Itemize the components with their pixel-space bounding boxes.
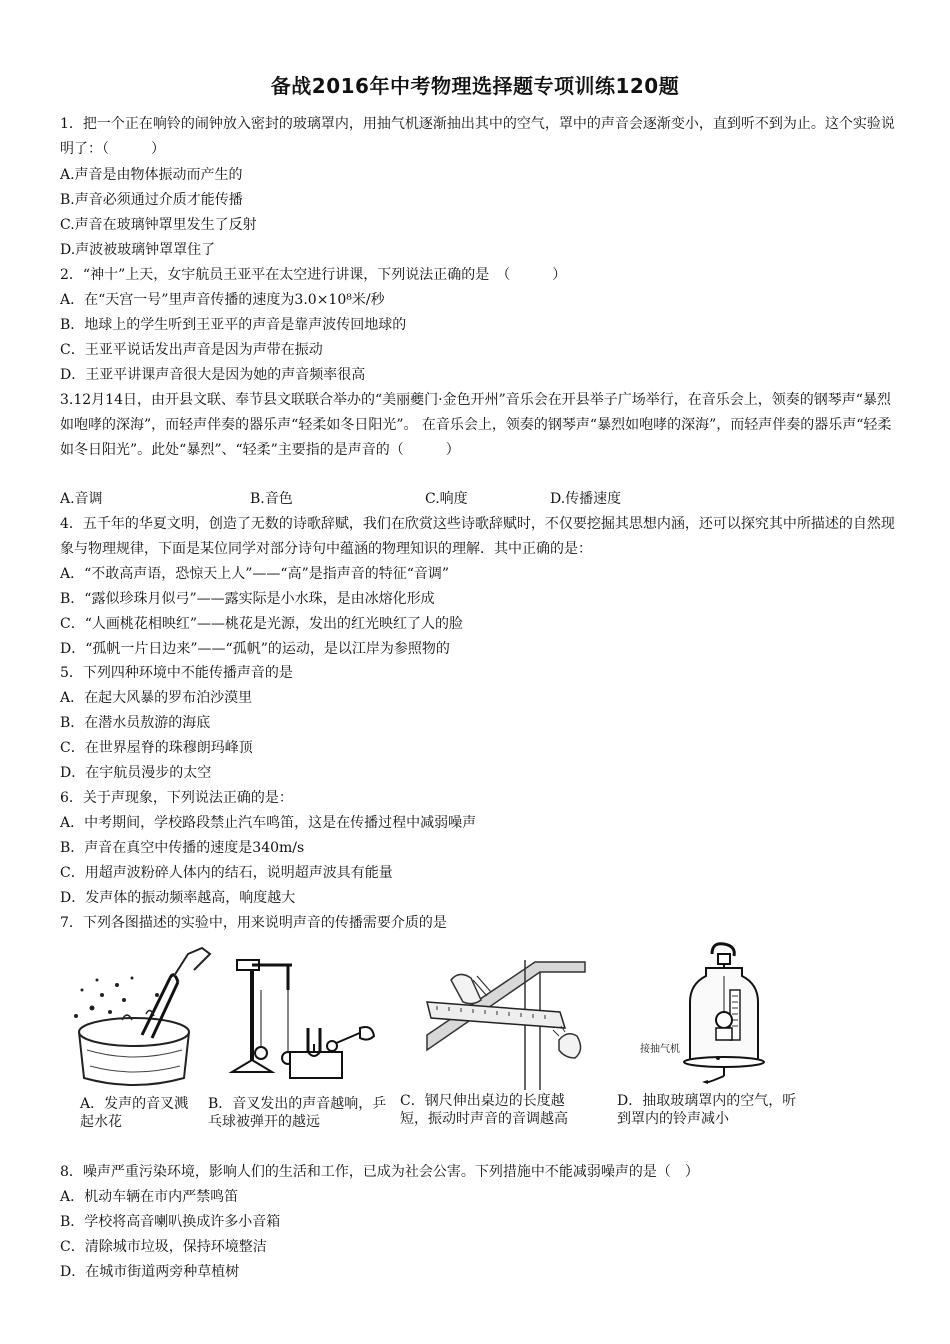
q5-option-c: C．在世界屋脊的珠穆朗玛峰顶	[60, 740, 253, 756]
q1-option-b: B.声音必须通过介质才能传播	[60, 192, 243, 208]
page-title: 备战2016年中考物理选择题专项训练120题	[270, 74, 680, 98]
q3-option-c: C.响度	[425, 491, 468, 507]
q8-option-c: C．清除城市垃圾，保持环境整洁	[60, 1239, 267, 1255]
figure-b-ping-pong-fork	[222, 940, 382, 1094]
q4-stem: 4．五千年的华夏文明，创造了无数的诗歌辞赋，我们在欣赏这些诗歌辞赋时，不仅要挖掘其思想内涵，还可以探究其中所描述的自然现象与物理规律，下面是某位同学对部分诗句中蕴涵的物理知识的理解．其中正确的是：	[60, 516, 895, 557]
q6-option-b: B．声音在真空中传播的速度是340m/s	[60, 840, 305, 856]
q8-stem: 8．噪声严重污染环境，影响人们的生活和工作，已成为社会公害。下列措施中不能减弱噪声的是（ ）	[60, 1164, 699, 1180]
figure-c-caption: C．钢尺伸出桌边的长度越短，振动时声音的音调越高	[400, 1093, 568, 1127]
figure-a-caption: A．发声的音叉溅起水花	[80, 1096, 189, 1130]
q4-option-a: A．“不敢高声语，恐惊天上人”——“高”是指声音的特征“音调”	[60, 566, 450, 582]
q8-option-d: D．在城市街道两旁种草植树	[60, 1264, 240, 1280]
q3-option-d: D.传播速度	[550, 491, 622, 507]
figure-a-tuning-fork-water	[62, 940, 212, 1094]
tuning-fork-water-icon	[62, 940, 212, 1090]
q3-options	[60, 489, 621, 509]
figure-d-pump-label: 接抽气机	[640, 1044, 680, 1055]
q6-option-a: A．中考期间，学校路段禁止汽车鸣笛，这是在传播过程中减弱噪声	[60, 815, 477, 831]
q3-stem: 3.12月14日，由开县文联、奉节县文联联合举办的“美丽夔门·金色开州”音乐会在开县举子广场举行，在音乐会上，领奏的钢琴声“暴烈如咆哮的深海”，而轻声伴奏的器乐声“轻柔如冬日阳光”。 在音乐会上，领奏的钢琴声“暴烈如咆哮的深海”，而轻声伴奏的器乐声“轻柔如冬日阳光”。此处“暴烈”、“轻柔”主要指的是声音的（ ）	[60, 392, 892, 458]
q8-option-b: B．学校将高音喇叭换成许多小音箱	[60, 1214, 281, 1230]
q5-stem: 5．下列四种环境中不能传播声音的是	[60, 665, 293, 681]
q5-option-a: A．在起大风暴的罗布泊沙漠里	[60, 690, 253, 706]
q3-option-a: A.音调	[60, 491, 103, 507]
ruler-table-edge-icon	[425, 940, 595, 1090]
q6-stem: 6．关于声现象，下列说法正确的是：	[60, 790, 293, 806]
ping-pong-tuning-fork-icon	[222, 940, 382, 1090]
q3-option-b: B.音色	[250, 491, 293, 507]
q1-stem: 1．把一个正在响铃的闹钟放入密封的玻璃罩内，用抽气机逐渐抽出其中的空气，罩中的声音会逐渐变小，直到听不到为止。这个实验说明了：（ ）	[60, 116, 895, 157]
q5-option-b: B．在潜水员敖游的海底	[60, 715, 211, 731]
q2-option-a: A．在“天宫一号”里声音传播的速度为3.0×10⁸米/秒	[60, 292, 385, 308]
q1-option-a: A.声音是由物体振动而产生的	[60, 167, 243, 183]
q4-option-d: D．“孤帆一片日边来”——“孤帆”的运动，是以江岸为参照物的	[60, 641, 450, 657]
figure-b-caption: B．音叉发出的声音越响，乒乓球被弹开的越远	[208, 1096, 387, 1130]
figure-d-caption: D．抽取玻璃罩内的空气，听到罩内的铃声减小	[617, 1093, 797, 1127]
q1-option-c: C.声音在玻璃钟罩里发生了反射	[60, 217, 257, 233]
q5-option-d: D．在宇航员漫步的太空	[60, 765, 212, 781]
q7-stem: 7．下列各图描述的实验中，用来说明声音的传播需要介质的是	[60, 915, 447, 931]
q4-option-c: C．“人画桃花相映红”——桃花是光源，发出的红光映红了人的脸	[60, 616, 464, 632]
bell-jar-icon	[650, 940, 780, 1090]
q4-option-b: B．“露似珍珠月似弓”——露实际是小水珠，是由冰熔化形成	[60, 591, 435, 607]
q2-option-c: C．王亚平说话发出声音是因为声带在振动	[60, 342, 323, 358]
figure-c-ruler-table	[425, 940, 595, 1094]
q6-option-c: C．用超声波粉碎人体内的结石，说明超声波具有能量	[60, 865, 393, 881]
q6-option-d: D．发声体的振动频率越高，响度越大	[60, 890, 296, 906]
q8-option-a: A．机动车辆在市内严禁鸣笛	[60, 1189, 239, 1205]
q2-option-d: D．王亚平讲课声音很大是因为她的声音频率很高	[60, 367, 366, 383]
q1-option-d: D.声波被玻璃钟罩罩住了	[60, 242, 216, 258]
figure-d-bell-jar	[650, 940, 780, 1094]
q2-stem: 2．“神十”上天，女宇航员王亚平在太空进行讲课，下列说法正确的是 （ ）	[60, 267, 567, 283]
q2-option-b: B．地球上的学生听到王亚平的声音是靠声波传回地球的	[60, 317, 407, 333]
